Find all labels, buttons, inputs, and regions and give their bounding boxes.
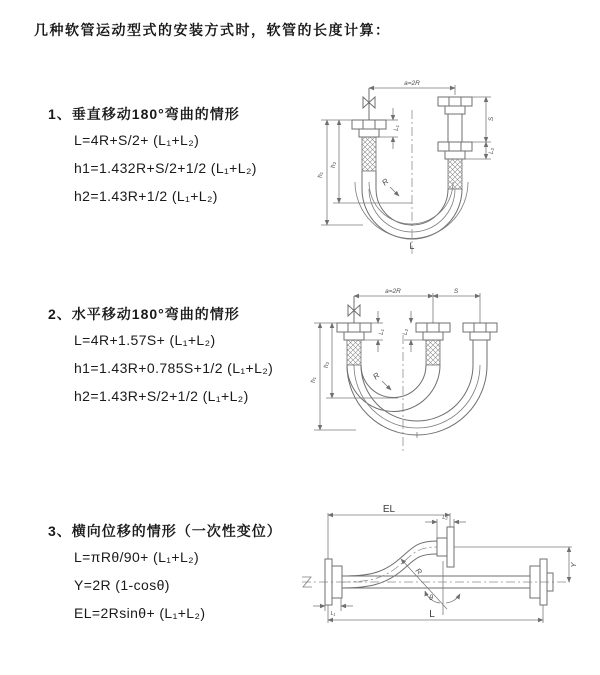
dimension-L (328, 605, 543, 623)
braided-hose-section (448, 159, 462, 189)
dim-label-h2: h₂ (323, 361, 330, 369)
radius-callout (380, 177, 399, 196)
section-2-heading: 2、水平移动180°弯曲的情形 (48, 306, 240, 322)
dim-label-L2: L₂ (488, 147, 495, 155)
dim-label-EL: EL (382, 504, 396, 515)
dim-label-h1: h₁ (310, 377, 317, 383)
right-fitting (463, 323, 497, 365)
braided-hose-section (362, 137, 376, 171)
section-1-heading: 1、垂直移动180°弯曲的情形 (48, 106, 240, 122)
section-lateral-offset (48, 521, 318, 633)
formula-h2: h2=1.43R+1/2 (L₁+L₂) (74, 188, 218, 204)
upper-flange (437, 527, 454, 567)
dim-label-Y: Y (569, 562, 578, 568)
left-fitting (352, 120, 386, 189)
section-3-heading: 3、横向位移的情形（一次性变位） (48, 523, 282, 539)
dimension-a2R (354, 288, 480, 323)
radius-callout (371, 371, 391, 390)
dimension-h1 (310, 323, 356, 430)
dimension-a2R (369, 80, 455, 95)
dim-label-a2R: a=2R (404, 80, 420, 87)
dimension-S (433, 288, 480, 296)
diagram-vertical-bend (305, 72, 577, 257)
diagram-horizontal-bend (298, 280, 590, 458)
valve-icon (348, 296, 360, 323)
diagram-lateral-offset (297, 503, 600, 643)
braided-hose-section (347, 340, 361, 365)
dim-label-L2: L₂ (442, 515, 448, 521)
dim-label-L2: L₂ (402, 328, 409, 336)
dimension-EL (328, 504, 450, 559)
middle-fitting (416, 323, 450, 365)
dim-label-L1: L₁ (378, 329, 385, 335)
right-fitting (438, 97, 472, 189)
dim-label-L: L (409, 241, 415, 251)
formula-h2: h2=1.43R+S/2+1/2 (L₁+L₂) (74, 388, 249, 404)
dimension-L2 (425, 515, 466, 538)
formula-EL: EL=2Rsinθ+ (L₁+L₂) (74, 605, 206, 621)
dim-label-R: R (371, 370, 382, 382)
dimension-L1 (313, 598, 353, 617)
valve-icon (363, 88, 375, 120)
dimension-h1 (317, 120, 363, 225)
hose-arcs (347, 365, 487, 438)
dim-label-L: L (429, 609, 435, 620)
braided-hose-section (426, 340, 440, 365)
formula-L: L=πRθ/90+ (L₁+L₂) (74, 549, 200, 565)
dim-label-L1: L₁ (393, 125, 400, 131)
hose-arcs (355, 182, 468, 239)
left-fitting (337, 323, 371, 365)
formula-h1: h1=1.432R+S/2+1/2 (L₁+L₂) (74, 160, 257, 176)
hose-offset-position (342, 541, 437, 588)
formula-h1: h1=1.43R+0.785S+1/2 (L₁+L₂) (74, 360, 274, 376)
dim-label-R: R (413, 566, 424, 577)
dimension-Y (454, 547, 578, 582)
section-horizontal-bend (48, 304, 318, 416)
page-title: 几种软管运动型式的安装方式时，软管的长度计算： (34, 22, 391, 38)
dim-label-L1: L₁ (330, 611, 336, 617)
formula-L: L=4R+S/2+ (L₁+L₂) (74, 132, 200, 148)
formula-Y: Y=2R (1-cosθ) (74, 577, 170, 593)
dim-label-S: S (453, 288, 459, 295)
dim-label-theta: θ (429, 595, 433, 602)
dim-label-h1: h₁ (317, 172, 324, 178)
section-vertical-bend (48, 104, 318, 216)
dim-label-S: S (488, 116, 495, 122)
dim-label-a2R: a=2R (385, 288, 401, 295)
dimension-S (472, 97, 495, 142)
dim-label-R: R (380, 176, 391, 188)
dim-label-h2: h₂ (330, 161, 337, 169)
formula-L: L=4R+1.57S+ (L₁+L₂) (74, 332, 216, 348)
